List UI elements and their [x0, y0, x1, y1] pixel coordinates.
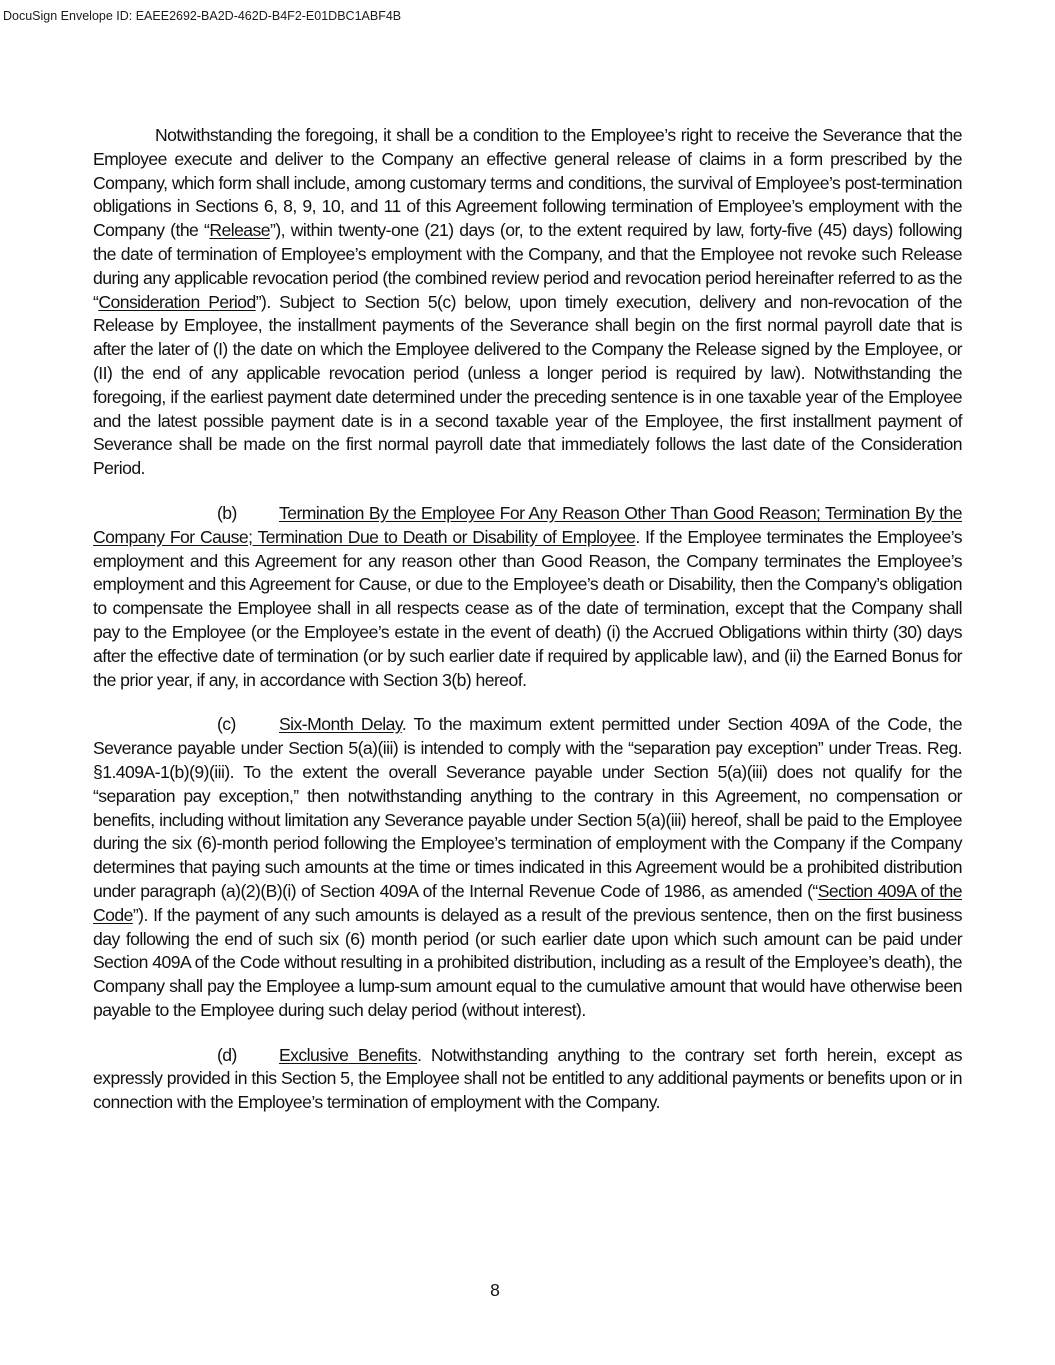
defined-term-release: Release: [209, 220, 271, 241]
section-b-label: (b): [217, 502, 237, 523]
paragraph-section-c: [93, 713, 962, 1022]
paragraph-spacer: [93, 692, 962, 713]
section-d-heading-end: .: [417, 1044, 422, 1065]
defined-term-section-409a: Section 409A of the Code: [93, 880, 962, 925]
paragraph-release-condition: [93, 124, 962, 481]
paragraph-section-d: [93, 1044, 962, 1115]
section-d-body: Notwithstanding anything to the contrary set forth herein, except as expressly provided in this Section 5, the Employee shall not be entitled to any additional payments or benefits upon or in connection with the Employee’s termination of employment with the Company.: [93, 1044, 962, 1113]
docusign-envelope-id: DocuSign Envelope ID: EAEE2692-BA2D-462D-B4F2-E01DBC1ABF4B: [3, 9, 402, 23]
paragraph-section-b: [93, 502, 962, 692]
release-text-part-2: ”), within twenty-one (21) days (or, to the extent required by law, forty-five (45) days) following the date of termination of Employee’s employment with the Company, and that the Employee not revoke such Release during any applicable revocation period (the combined review period and revocation period hereinafter referred to as the “: [93, 220, 962, 312]
paragraph-spacer: [93, 481, 962, 502]
page-number: 8: [490, 1280, 500, 1300]
section-c-body-part-1: To the maximum extent permitted under Section 409A of the Code, the Severance payable under Section 5(a)(iii) is intended to comply with the “separation pay exception” under Treas. Reg. §1.409A-1(b)(9)(iii). To the extent the overall Severance payable under Section 5(a)(iii) does not qualify for the “separation pay exception,” then notwithstanding anything to the contrary in this Agreement, no compensation or benefits, including without limitation any Severance payable under Section 5(a)(iii) hereof, shall be paid to the Employee during the six (6)-month period following the Employee’s termination of employment with the Company if the Company determines that paying such amounts at the time or times indicated in this Agreement would be a prohibited distribution under paragraph (a)(2)(B)(i) of Section 409A of the Internal Revenue Code of 1986, as amended (“: [93, 714, 962, 901]
section-c-label: (c): [217, 714, 236, 735]
section-c-body-part-2: ”). If the payment of any such amounts is delayed as a result of the previous sentence, then on the first business day following the end of such six (6) month period (or such earlier date upon which such amount can be paid under Section 409A of the Code without resulting in a prohibited distribution, including as a result of the Employee’s death), the Company shall pay the Employee a lump-sum amount equal to the cumulative amount that would have otherwise been payable to the Employee during such delay period (without interest).: [93, 904, 962, 1020]
document-page-body: [93, 124, 962, 1115]
paragraph-spacer: [93, 1023, 962, 1044]
section-b-body: If the Employee terminates the Employee’s employment and this Agreement for any reason other than Good Reason, the Company terminates the Employee’s employment and this Agreement for Cause, or due to the Employee’s death or Disability, then the Company’s obligation to compensate the Employee shall in all respects cease as of the date of termination, except that the Company shall pay to the Employee (or the Employee’s estate in the event of death) (i) the Accrued Obligations within thirty (30) days after the effective date of termination (or by such earlier date if required by applicable law), and (ii) the Earned Bonus for the prior year, if any, in accordance with Section 3(b) hereof.: [93, 526, 963, 690]
release-text-part-1: Notwithstanding the foregoing, it shall be a condition to the Employee’s right to receive the Severance that the Employee execute and deliver to the Company an effective general release of claims in a form prescribed by the Company, which form shall include, among customary terms and conditions, the survival of Employee’s post-termination obligations in Sections 6, 8, 9, 10, and 11 of this Agreement following termination of Employee’s employment with the Company (the “: [93, 125, 962, 241]
release-text-part-3: ”). Subject to Section 5(c) below, upon timely execution, delivery and non-revocation of the Release by Employee, the installment payments of the Severance shall begin on the first normal payroll date that is after the later of (I) the date on which the Employee delivered to the Company the Release signed by the Employee, or (II) the end of any applicable revocation period (unless a longer period is required by law). Notwithstanding the foregoing, if the earliest payment date determined under the preceding sentence is in one taxable year of the Employee and the latest possible payment date is in a second taxable year of the Employee, the first installment payment of Severance shall be made on the first normal payroll date that immediately follows the last date of the Consideration Period.: [93, 291, 962, 479]
section-b-heading: Termination By the Employee For Any Reason Other Than Good Reason; Termination By the Company For Cause; Termination Due to Death or Disability of Employee: [93, 502, 962, 547]
section-c-heading-end: .: [401, 714, 407, 735]
section-d-heading: Exclusive Benefits: [279, 1044, 418, 1065]
defined-term-consideration-period: Consideration Period: [98, 291, 256, 312]
section-c-heading: Six-Month Delay: [279, 714, 402, 735]
section-b-heading-end: .: [635, 526, 640, 547]
section-d-label: (d): [217, 1044, 237, 1065]
